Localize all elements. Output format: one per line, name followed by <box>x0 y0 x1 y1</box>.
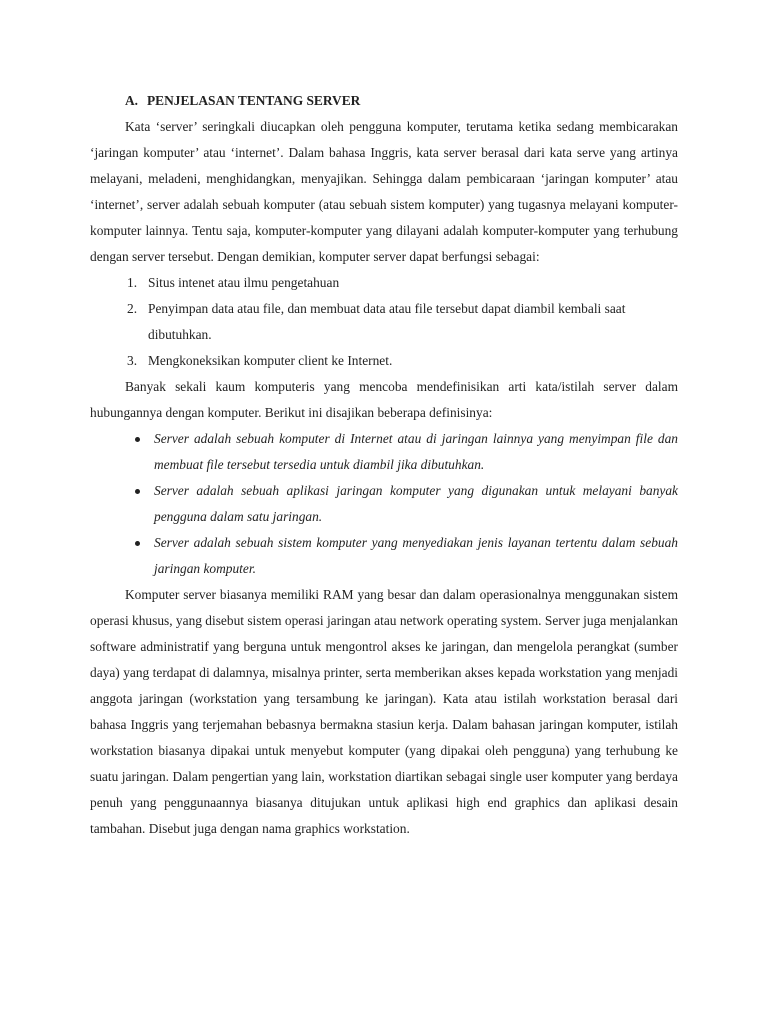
intro-paragraph: Kata ‘server’ seringkali diucapkan oleh pengguna komputer, terutama ketika sedang membicarakan ‘jaringan komputer’ atau ‘internet’. Dalam bahasa Inggris, kata server berasal dari kata serve yang artinya melayani, meladeni, menghidangkan, menyajikan. Sehingga dalam pembicaraan ‘jaringan komputer’ atau ‘internet’, server adalah sebuah komputer (atau sebuah sistem komputer) yang tugasnya melayani komputer-komputer lainnya. Tentu saja, komputer-komputer yang dilayani adalah komputer-komputer yang terhubung dengan server tersebut. Dengan demikian, komputer server dapat berfungsi sebagai: <box>90 119 678 264</box>
section-letter: A. <box>125 93 139 108</box>
list-item <box>90 270 678 296</box>
bullet-icon <box>135 437 140 442</box>
definition-text: Server adalah sebuah komputer di Internet atau di jaringan lainnya yang menyimpan file dan membuat file tersebut tersedia untuk diambil jika dibutuhkan. <box>154 431 678 472</box>
list-item <box>90 296 678 348</box>
definitions-intro-paragraph: Banyak sekali kaum komputeris yang mencoba mendefinisikan arti kata/istilah server dalam hubungannya dengan komputer. Berikut ini disajikan beberapa definisinya: <box>90 379 678 420</box>
definitions-list <box>90 426 678 582</box>
list-item-text: Penyimpan data atau file, dan membuat data atau file tersebut dapat diambil kembali saat dibutuhkan. <box>148 301 626 342</box>
bullet-icon <box>135 489 140 494</box>
definition-item <box>90 426 678 478</box>
definition-text: Server adalah sebuah aplikasi jaringan komputer yang digunakan untuk melayani banyak pengguna dalam satu jaringan. <box>154 483 678 524</box>
list-item-text: Situs intenet atau ilmu pengetahuan <box>148 275 340 290</box>
definition-item <box>90 478 678 530</box>
section-title: PENJELASAN TENTANG SERVER <box>147 93 361 108</box>
definition-item <box>90 530 678 582</box>
list-item <box>90 348 678 374</box>
list-item-number: 1. <box>127 275 138 290</box>
section-heading <box>125 88 678 114</box>
bullet-icon <box>135 541 140 546</box>
list-item-number: 3. <box>127 353 138 368</box>
definition-text: Server adalah sebuah sistem komputer yang menyediakan jenis layanan tertentu dalam sebuah jaringan komputer. <box>154 535 678 576</box>
server-functions-list <box>90 270 678 374</box>
list-item-text: Mengkoneksikan komputer client ke Internet. <box>148 353 393 368</box>
document-page <box>90 88 678 842</box>
list-item-number: 2. <box>127 301 138 316</box>
closing-paragraph: Komputer server biasanya memiliki RAM yang besar dan dalam operasionalnya menggunakan sistem operasi khusus, yang disebut sistem operasi jaringan atau network operating system. Server juga menjalankan software administratif yang berguna untuk mengontrol akses ke jaringan, dan mengelola perangkat (sumber daya) yang terdapat di dalamnya, misalnya printer, serta memberikan akses kepada workstation yang menjadi anggota jaringan (workstation yang tersambung ke jaringan). Kata atau istilah workstation berasal dari bahasa Inggris yang terjemahan bebasnya bermakna stasiun kerja. Dalam bahasan jaringan komputer, istilah workstation biasanya dipakai untuk menyebut komputer (yang dipakai oleh pengguna) yang terhubung ke suatu jaringan. Dalam pengertian yang lain, workstation diartikan sebagai single user komputer yang berdaya penuh yang penggunaannya biasanya ditujukan untuk aplikasi high end graphics dan aplikasi desain tambahan. Disebut juga dengan nama graphics workstation. <box>90 587 678 836</box>
